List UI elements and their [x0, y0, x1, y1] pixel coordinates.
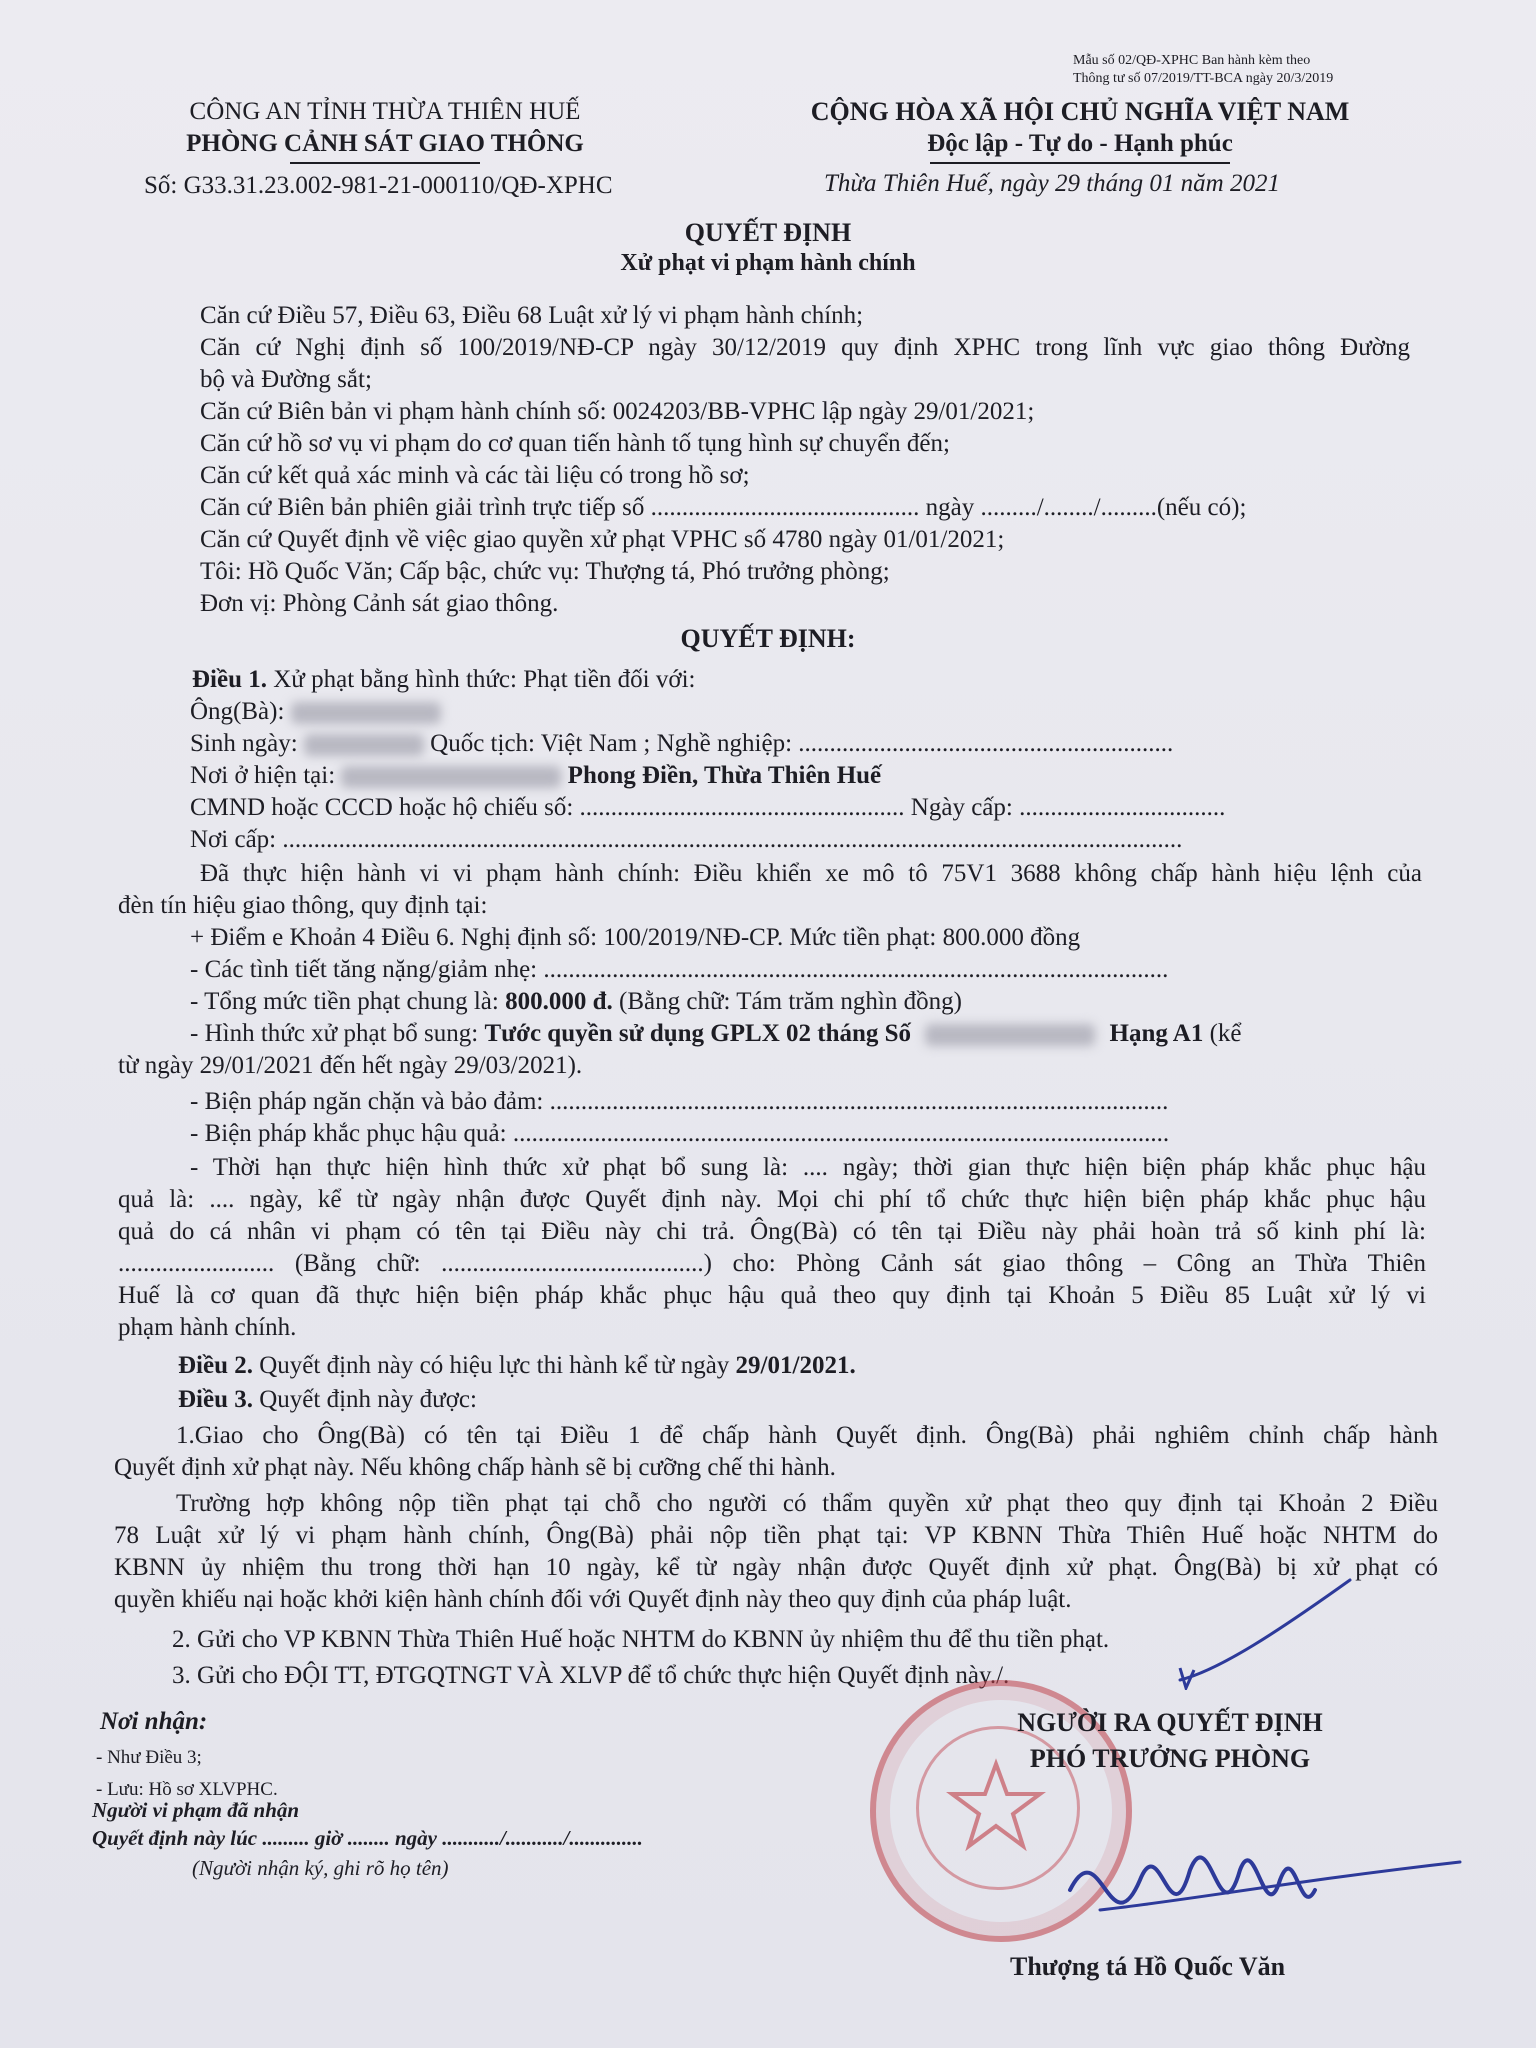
- article3-line: 3. Gửi cho ĐỘI TT, ĐTGQTNGT VÀ XLVP để tổ chức thực hiện Quyết định này./.: [172, 1662, 1010, 1689]
- basis-line: Đơn vị: Phòng Cảnh sát giao thông.: [200, 590, 559, 617]
- total-fine-line: [190, 986, 962, 1018]
- circumstances-line: - Các tình tiết tăng nặng/giảm nhẹ: ....................................................................................................: [190, 956, 1169, 983]
- basis-line: Căn cứ kết quả xác minh và các tài liệu có trong hồ sơ;: [200, 462, 750, 489]
- extra-prefix: - Hình thức xử phạt bổ sung:: [190, 1020, 479, 1047]
- issue-date: Thừa Thiên Huế, ngày 29 tháng 01 năm 2021: [824, 170, 1280, 197]
- department-name: PHÒNG CẢNH SÁT GIAO THÔNG: [186, 130, 584, 157]
- deadline-line: phạm hành chính.: [118, 1314, 297, 1341]
- issue-place-line: Nơi cấp: ................................................................................................................................................: [190, 826, 1183, 853]
- form-note-line2: Thông tư số 07/2019/TT-BCA ngày 20/3/2019: [1073, 71, 1334, 86]
- article2-text: Quyết định này có hiệu lực thi hành kể từ ngày: [259, 1352, 730, 1379]
- article3-line: 2. Gửi cho VP KBNN Thừa Thiên Huế hoặc NHTM do KBNN ủy nhiệm thu để thu tiền phạt.: [172, 1626, 1110, 1653]
- country-name: CỘNG HÒA XÃ HỘI CHỦ NGHĨA VIỆT NAM: [810, 97, 1350, 126]
- deadline-line: quả là: .... ngày, kể từ ngày nhận được Quyết định này. Mọi chi phí tổ chức thực hiện biện pháp khắc phục hậu: [118, 1186, 1426, 1213]
- document-title: QUYẾT ĐỊNH: [684, 218, 852, 247]
- article3-line: 78 Luật xử lý vi phạm hành chính, Ông(Bà) phải nộp tiền phạt tại: VP KBNN Thừa Thiên Huế hoặc NHTM do: [114, 1522, 1438, 1549]
- redacted-dob: [304, 734, 424, 756]
- deadline-line: Huế là cơ quan đã thực hiện biện pháp khắc phục hậu quả theo quy định tại Khoản 5 Điều 85 Luật xử lý vi: [118, 1282, 1426, 1309]
- article1-heading: [192, 664, 695, 696]
- name-label: Ông(Bà):: [190, 698, 285, 725]
- total-prefix: - Tổng mức tiền phạt chung là:: [190, 988, 499, 1015]
- basis-line: bộ và Đường sắt;: [200, 366, 372, 393]
- article2-label: Điều 2.: [178, 1352, 253, 1379]
- article2-date: 29/01/2021.: [735, 1352, 856, 1379]
- form-note-line1: Mẫu số 02/QĐ-XPHC Ban hành kèm theo: [1073, 53, 1311, 68]
- article2: [178, 1350, 856, 1382]
- motto: Độc lập - Tự do - Hạnh phúc: [927, 130, 1233, 157]
- penalty-period: từ ngày 29/01/2021 đến hết ngày 29/03/2021).: [118, 1052, 583, 1079]
- department-underline: [290, 162, 480, 164]
- violation-line: đèn tín hiệu giao thông, quy định tại:: [118, 892, 488, 919]
- article3-label: Điều 3.: [178, 1386, 253, 1413]
- article3-line: Trường hợp không nộp tiền phạt tại chỗ cho người có thẩm quyền xử phạt theo quy định tại Khoản 2 Điều: [176, 1490, 1438, 1517]
- additional-penalty-line: [190, 1018, 1242, 1050]
- recipient-item: - Lưu: Hồ sơ XLVPHC.: [96, 1779, 278, 1800]
- violator-name-line: [190, 696, 441, 728]
- basis-line: Căn cứ Biên bản vi phạm hành chính số: 0024203/BB-VPHC lập ngày 29/01/2021;: [200, 398, 1035, 425]
- violation-line: Đã thực hiện hành vi vi phạm hành chính: Điều khiển xe mô tô 75V1 3688 không chấp hành hiệu lệnh của: [200, 860, 1422, 887]
- receipt-line2: Quyết định này lúc ......... giờ ........ ngày .........../.........../..............: [92, 1826, 643, 1850]
- signer-role: NGƯỜI RA QUYẾT ĐỊNH: [1017, 1708, 1323, 1737]
- article1-label: Điều 1.: [192, 666, 267, 693]
- header-left: [120, 96, 650, 164]
- article3-heading: [178, 1384, 477, 1416]
- basis-line: Tôi: Hồ Quốc Văn; Cấp bậc, chức vụ: Thượng tá, Phó trưởng phòng;: [200, 558, 890, 585]
- remedy-measures: - Biện pháp khắc phục hậu quả: .........................................................................................................: [190, 1120, 1170, 1147]
- redacted-address: [341, 766, 561, 788]
- signer-name: Thượng tá Hồ Quốc Văn: [1010, 1952, 1286, 1981]
- extra-class: Hạng A1: [1109, 1020, 1204, 1047]
- document-subtitle: Xử phạt vi phạm hành chính: [620, 250, 916, 276]
- article3-line: 1.Giao cho Ông(Bà) có tên tại Điều 1 để chấp hành Quyết định. Ông(Bà) phải nghiêm chỉnh chấp hành: [176, 1422, 1438, 1449]
- basis-line: Căn cứ hồ sơ vụ vi phạm do cơ quan tiến hành tố tụng hình sự chuyển đến;: [200, 430, 950, 457]
- dob-label: Sinh ngày:: [190, 730, 298, 757]
- recipients-title: Nơi nhận:: [100, 1708, 208, 1735]
- receipt-line1: Người vi phạm đã nhận: [92, 1798, 300, 1822]
- signer-position: PHÓ TRƯỞNG PHÒNG: [1029, 1744, 1311, 1773]
- redacted-license-number: [925, 1024, 1095, 1046]
- motto-underline: [930, 162, 1230, 164]
- article3-text: Quyết định này được:: [259, 1386, 477, 1413]
- address-value: Phong Điền, Thừa Thiên Huế: [567, 762, 882, 789]
- decision-number: Số: G33.31.23.002-981-21-000110/QĐ-XPHC: [144, 172, 613, 199]
- signature-mark: [1040, 1770, 1470, 1970]
- decision-heading: QUYẾT ĐỊNH:: [680, 624, 856, 653]
- header-right: [800, 96, 1360, 164]
- extra-tail: (kể: [1209, 1020, 1242, 1047]
- basis-line: Căn cứ Điều 57, Điều 63, Điều 68 Luật xử lý vi phạm hành chính;: [200, 302, 864, 329]
- agency-name: CÔNG AN TỈNH THỪA THIÊN HUẾ: [189, 98, 581, 125]
- id-line: CMND hoặc CCCD hoặc hộ chiếu số: .................................................... Ngày cấp: .................................: [190, 794, 1226, 821]
- address-label: Nơi ở hiện tại:: [190, 762, 336, 789]
- total-words: (Bằng chữ: Tám trăm nghìn đồng): [619, 988, 962, 1015]
- deadline-line: quả do cá nhân vi phạm có tên tại Điều này chi trả. Ông(Bà) có tên tại Điều này phải hoàn trả số kinh phí là:: [118, 1218, 1426, 1245]
- basis-line: Căn cứ Nghị định số 100/2019/NĐ-CP ngày 30/12/2019 quy định XPHC trong lĩnh vực giao thông Đường: [200, 334, 1410, 361]
- article3-line: KBNN ủy nhiệm thu trong thời hạn 10 ngày, kể từ ngày nhận được Quyết định xử phạt. Ông(Bà) bị xử phạt có: [114, 1554, 1438, 1581]
- dob-line: [190, 728, 1173, 760]
- basis-line: Căn cứ Quyết định về việc giao quyền xử phạt VPHC số 4780 ngày 01/01/2021;: [200, 526, 1005, 553]
- form-note: [1073, 52, 1333, 88]
- article3-line: Quyết định xử phạt này. Nếu không chấp hành sẽ bị cưỡng chế thi hành.: [114, 1454, 836, 1481]
- recipient-item: - Như Điều 3;: [96, 1747, 202, 1768]
- regulation-point: + Điểm e Khoản 4 Điều 6. Nghị định số: 100/2019/NĐ-CP. Mức tiền phạt: 800.000 đồng: [190, 924, 1081, 951]
- article3-line: quyền khiếu nại hoặc khởi kiện hành chính đối với Quyết định này theo quy định của pháp luật.: [114, 1586, 1072, 1613]
- article1-text: Xử phạt bằng hình thức: Phạt tiền đối với:: [273, 666, 696, 693]
- nationality-text: Quốc tịch: Việt Nam ; Nghề nghiệp: ............................................................: [430, 730, 1174, 757]
- deadline-line: ......................... (Bằng chữ: ..........................................) cho: Phòng Cảnh sát giao thông – Công an Thừa Thiên: [118, 1250, 1426, 1277]
- initials-mark: [1160, 1560, 1360, 1690]
- prevent-measures: - Biện pháp ngăn chặn và bảo đảm: ...................................................................................................: [190, 1088, 1169, 1115]
- redacted-name: [291, 702, 441, 724]
- total-amount: 800.000 đ.: [505, 988, 613, 1015]
- basis-line: Căn cứ Biên bản phiên giải trình trực tiếp số ........................................... ngày ........./......../.........(nếu có);: [200, 494, 1247, 521]
- deadline-line: - Thời hạn thực hiện hình thức xử phạt bổ sung là: .... ngày; thời gian thực hiện biện pháp khắc phục hậu: [190, 1154, 1426, 1181]
- address-line: [190, 760, 881, 792]
- extra-bold: Tước quyền sử dụng GPLX 02 tháng Số: [484, 1020, 912, 1047]
- receipt-line3: (Người nhận ký, ghi rõ họ tên): [192, 1856, 449, 1880]
